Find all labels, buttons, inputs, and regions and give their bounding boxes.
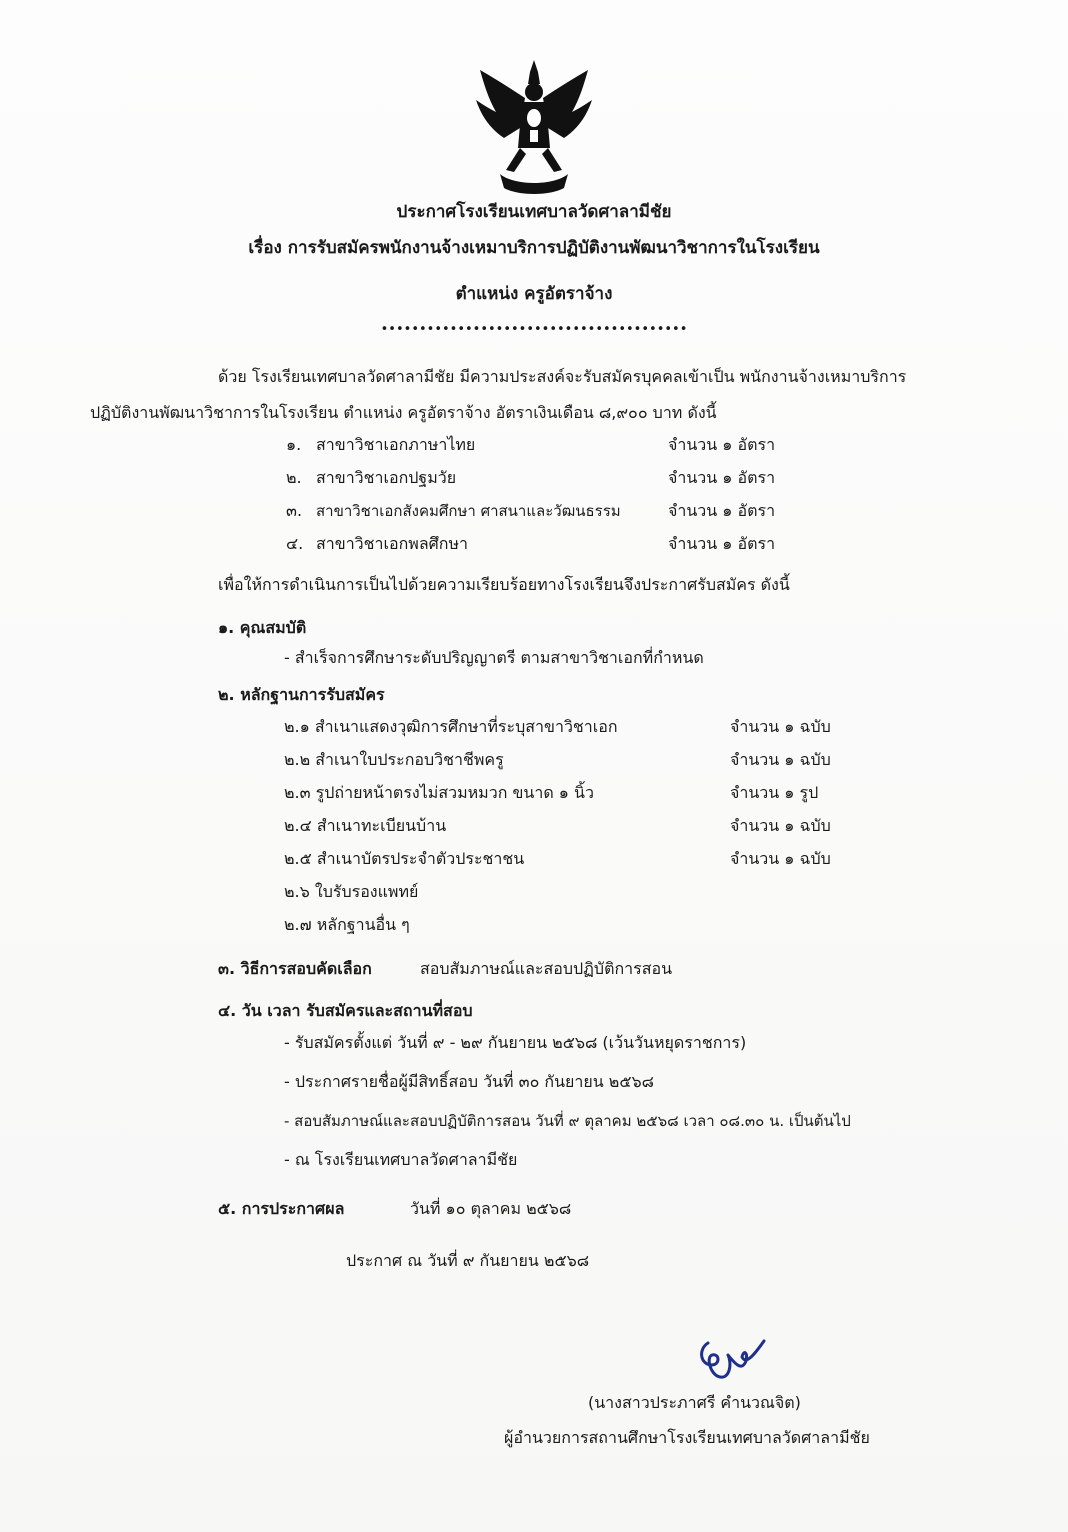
evidence-item-label: ๒.๔ สำเนาทะเบียนบ้าน xyxy=(284,816,447,835)
announcement-title: ประกาศโรงเรียนเทศบาลวัดศาลามีชัย xyxy=(396,202,672,222)
evidence-item-amount: จำนวน ๑ รูป xyxy=(730,783,819,802)
section-4-item: - ประกาศรายชื่อผู้มีสิทธิ์สอบ วันที่ ๓๐ กันยายน ๒๕๖๘ xyxy=(284,1072,654,1091)
evidence-item-label: ๒.๑ สำเนาแสดงวุฒิการศึกษาที่ระบุสาขาวิชาเอก xyxy=(284,717,618,736)
intro-line-1: ด้วย โรงเรียนเทศบาลวัดศาลามีชัย มีความประสงค์จะรับสมัครบุคคลเข้าเป็น พนักงานจ้างเหมาบริการ xyxy=(218,367,907,386)
evidence-item-label: ๒.๗ หลักฐานอื่น ๆ xyxy=(284,915,410,934)
section-1-item: - สำเร็จการศึกษาระดับปริญญาตรี ตามสาขาวิชาเอกที่กำหนด xyxy=(284,648,704,667)
announcement-position: ตำแหน่ง ครูอัตราจ้าง xyxy=(455,284,613,304)
handwritten-signature-icon xyxy=(690,1335,780,1385)
major-amount: จำนวน ๑ อัตรา xyxy=(668,435,776,454)
evidence-item-label: ๒.๕ สำเนาบัตรประจำตัวประชาชน xyxy=(284,849,525,868)
section-4-item: - ณ โรงเรียนเทศบาลวัดศาลามีชัย xyxy=(284,1150,518,1169)
major-num: ๔. xyxy=(286,534,304,553)
evidence-item-amount: จำนวน ๑ ฉบับ xyxy=(730,717,831,736)
major-name: สาขาวิชาเอกภาษาไทย xyxy=(316,435,476,454)
announced-date: ประกาศ ณ วันที่ ๙ กันยายน ๒๕๖๘ xyxy=(346,1251,590,1270)
section-4-item: - สอบสัมภาษณ์และสอบปฏิบัติการสอน วันที่ ๙ ตุลาคม ๒๕๖๘ เวลา ๐๘.๓๐ น. เป็นต้นไป xyxy=(284,1112,851,1130)
major-amount: จำนวน ๑ อัตรา xyxy=(668,501,776,520)
evidence-item-amount: จำนวน ๑ ฉบับ xyxy=(730,750,831,769)
section-5-heading: ๕. การประกาศผล xyxy=(218,1199,345,1218)
section-4-item: - รับสมัครตั้งแต่ วันที่ ๙ - ๒๙ กันยายน ๒๕๖๘ (เว้นวันหยุดราชการ) xyxy=(284,1033,747,1052)
evidence-item-label: ๒.๖ ใบรับรองแพทย์ xyxy=(284,882,419,901)
signer-title: ผู้อำนวยการสถานศึกษาโรงเรียนเทศบาลวัดศาลามีชัย xyxy=(504,1428,870,1447)
major-amount: จำนวน ๑ อัตรา xyxy=(668,534,776,553)
major-name: สาขาวิชาเอกพลศึกษา xyxy=(316,534,468,553)
major-num: ๒. xyxy=(286,468,302,487)
garuda-emblem-icon xyxy=(470,58,598,198)
section-3-detail: สอบสัมภาษณ์และสอบปฏิบัติการสอน xyxy=(420,959,673,978)
major-name: สาขาวิชาเอกสังคมศึกษา ศาสนาและวัฒนธรรม xyxy=(316,502,621,520)
evidence-item-label: ๒.๓ รูปถ่ายหน้าตรงไม่สวมหมวก ขนาด ๑ นิ้ว xyxy=(284,783,594,802)
section-3-heading: ๓. วิธีการสอบคัดเลือก xyxy=(218,959,372,978)
section-4-heading: ๔. วัน เวลา รับสมัครและสถานที่สอบ xyxy=(218,1001,473,1020)
section-2-heading: ๒. หลักฐานการรับสมัคร xyxy=(218,685,385,704)
major-num: ๓. xyxy=(286,501,303,520)
section-1-heading: ๑. คุณสมบัติ xyxy=(218,618,307,637)
separator-dots: •••••••••••••••••••••••••••••••••••••••• xyxy=(380,322,688,337)
major-name: สาขาวิชาเอกปฐมวัย xyxy=(316,468,457,487)
evidence-item-label: ๒.๒ สำเนาใบประกอบวิชาชีพครู xyxy=(284,750,504,769)
signer-name: (นางสาวประภาศรี คำนวณจิต) xyxy=(588,1393,801,1412)
major-amount: จำนวน ๑ อัตรา xyxy=(668,468,776,487)
intro-line-2: ปฏิบัติงานพัฒนาวิชาการในโรงเรียน ตำแหน่ง ครูอัตราจ้าง อัตราเงินเดือน ๘,๙๐๐ บาท ดังนี้ xyxy=(90,403,717,422)
section-5-detail: วันที่ ๑๐ ตุลาคม ๒๕๖๘ xyxy=(410,1199,572,1218)
purpose-text: เพื่อให้การดำเนินการเป็นไปด้วยความเรียบร้อยทางโรงเรียนจึงประกาศรับสมัคร ดังนี้ xyxy=(218,575,790,594)
announcement-subject: เรื่อง การรับสมัครพนักงานจ้างเหมาบริการปฏิบัติงานพัฒนาวิชาการในโรงเรียน xyxy=(248,238,820,258)
major-num: ๑. xyxy=(286,435,302,454)
evidence-item-amount: จำนวน ๑ ฉบับ xyxy=(730,816,831,835)
evidence-item-amount: จำนวน ๑ ฉบับ xyxy=(730,849,831,868)
